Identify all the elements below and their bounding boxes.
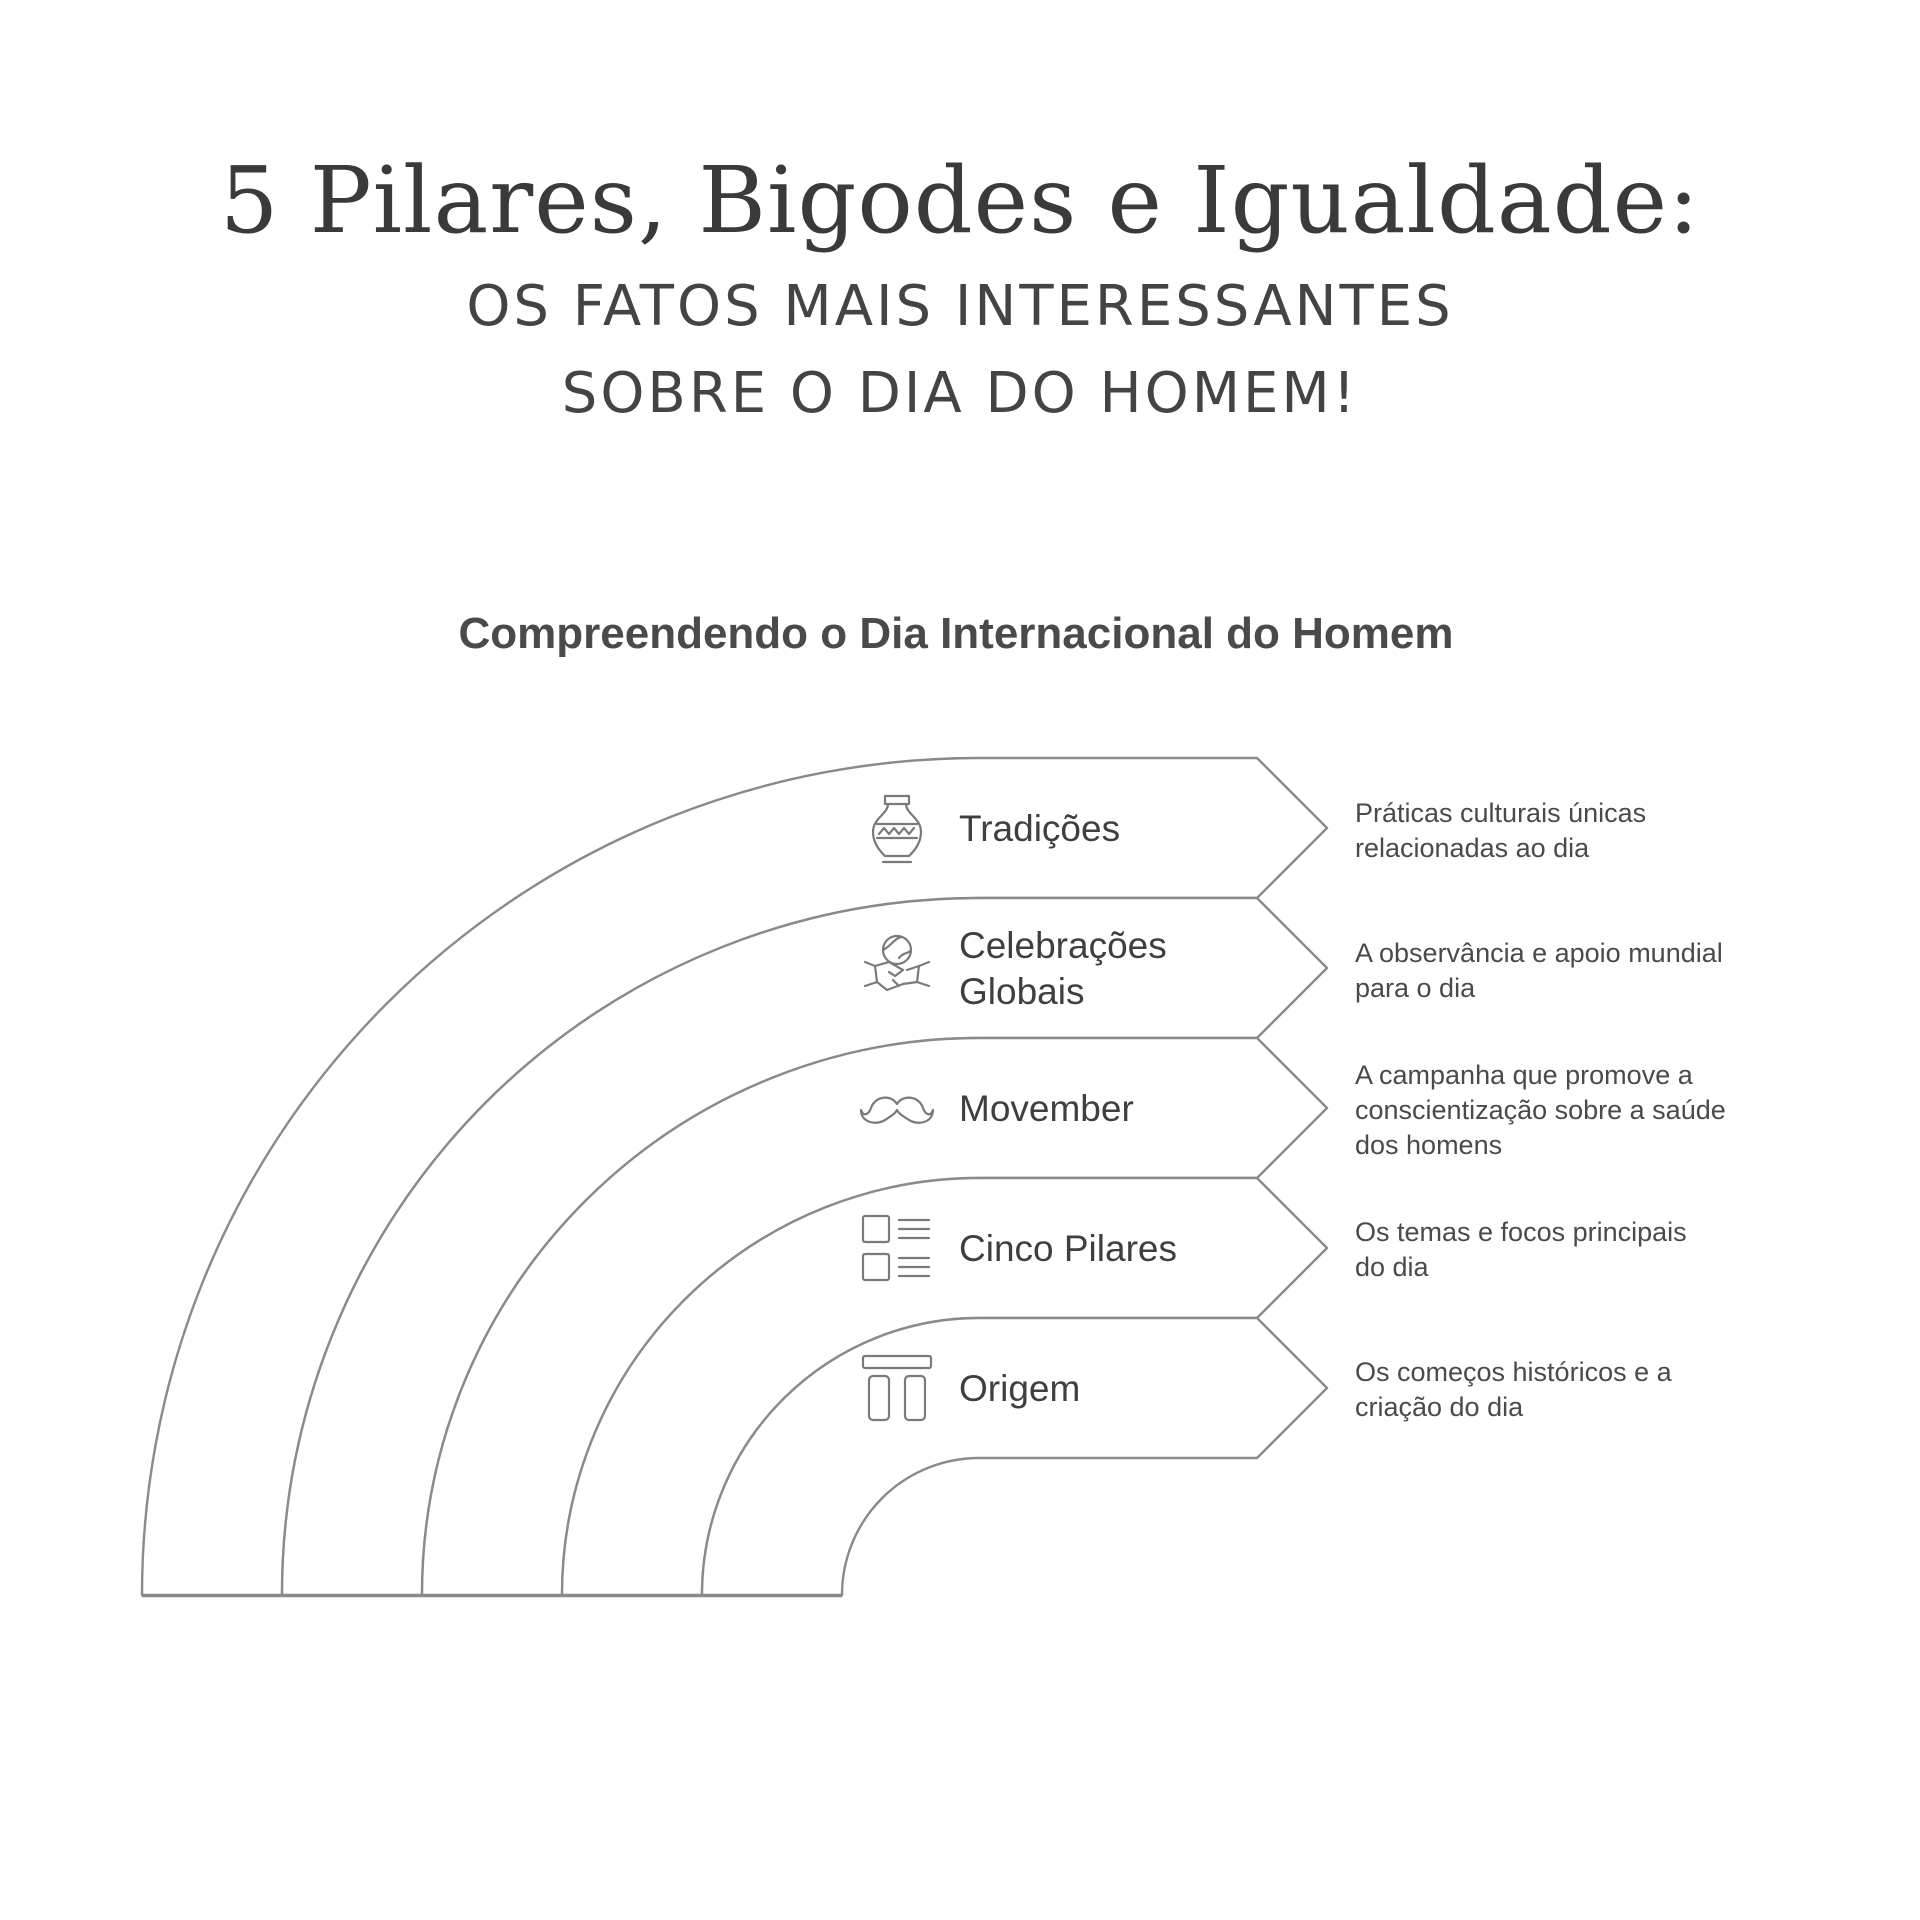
layer-label-origem: Origem bbox=[959, 1368, 1081, 1409]
diagram-heading: Compreendendo o Dia Internacional do Homem bbox=[458, 609, 1454, 658]
layer-label-celebracoes-globais-line-1: Celebrações bbox=[959, 925, 1167, 966]
layer-label-cinco-pilares: Cinco Pilares bbox=[959, 1228, 1177, 1269]
band-layers bbox=[142, 758, 1327, 1596]
layer-description-movember-line-1: A campanha que promove a bbox=[1355, 1060, 1693, 1090]
layer-description-movember-line-2: conscientização sobre a saúde bbox=[1355, 1095, 1726, 1125]
layer-description-tradicoes-line-1: Práticas culturais únicas bbox=[1355, 798, 1647, 828]
page-subtitle-line-1: OS FATOS MAIS INTERESSANTES bbox=[466, 274, 1454, 339]
layer-description-origem-line-2: criação do dia bbox=[1355, 1392, 1524, 1422]
layer-description-celebracoes-globais-line-1: A observância e apoio mundial bbox=[1355, 938, 1723, 968]
layer-label-movember: Movember bbox=[959, 1088, 1134, 1129]
layer-description-cinco-pilares-line-2: do dia bbox=[1355, 1252, 1429, 1282]
layer-description-celebracoes-globais-line-2: para o dia bbox=[1355, 973, 1476, 1003]
layer-label-tradicoes: Tradições bbox=[959, 808, 1121, 849]
layer-description-movember-line-3: dos homens bbox=[1355, 1130, 1503, 1160]
page-subtitle-line-2: SOBRE O DIA DO HOMEM! bbox=[561, 361, 1359, 426]
layer-description-tradicoes-line-2: relacionadas ao dia bbox=[1355, 833, 1590, 863]
layer-description-origem-line-1: Os começos históricos e a bbox=[1355, 1357, 1672, 1387]
page-title: 5 Pilares, Bigodes e Igualdade: bbox=[219, 147, 1701, 254]
layer-label-celebracoes-globais-line-2: Globais bbox=[959, 971, 1085, 1012]
layer-description-cinco-pilares-line-1: Os temas e focos principais bbox=[1355, 1217, 1687, 1247]
